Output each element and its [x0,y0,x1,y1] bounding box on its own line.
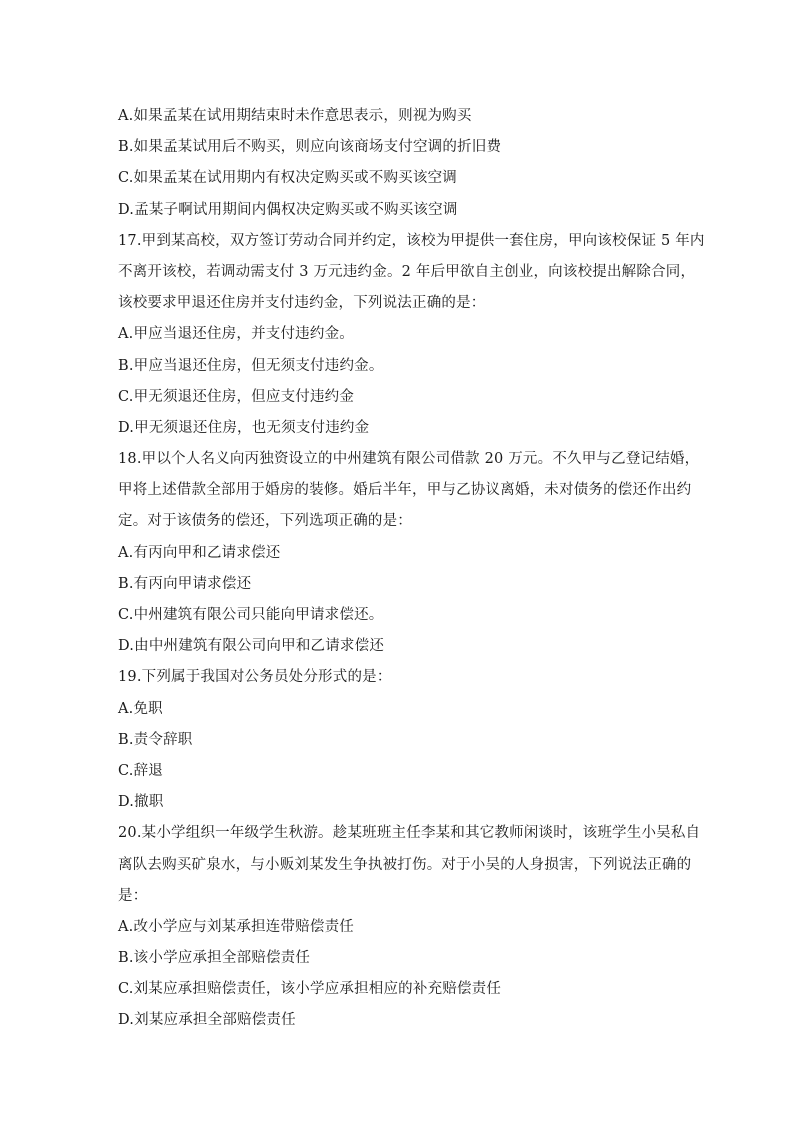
q18-option-d: D.由中州建筑有限公司向甲和乙请求偿还 [118,638,385,655]
q20-option-b: B.该小学应承担全部赔偿责任 [118,950,311,967]
q18-option-c: C.中州建筑有限公司只能向甲请求偿还。 [118,607,384,623]
q16-option-d: D.孟某子啊试用期间内偶权决定购买或不购买该空调 [118,201,458,218]
q17-option-a: A.甲应当退还住房，并支付违约金。 [118,326,354,343]
q20-option-c: C.刘某应承担赔偿责任，该小学应承担相应的补充赔偿责任 [118,981,502,998]
q18-option-a: A.有丙向甲和乙请求偿还 [118,544,281,561]
q18-option-b: B.有丙向甲请求偿还 [118,575,252,592]
q18-stem-line-3: 定。对于该债务的偿还，下列选项正确的是： [118,513,412,530]
q19-option-b: B.责令辞职 [118,731,193,748]
q16-option-c: C.如果孟某在试用期内有权决定购买或不购买该空调 [118,170,457,187]
q19-option-d: D.撤职 [118,794,164,811]
q19-option-c: C.辞退 [118,762,163,779]
q20-stem-line-1: 20.某小学组织一年级学生秋游。趁某班班主任李某和其它教师闲谈时，该班学生小吴私自 [118,825,701,842]
document-page [118,101,705,1037]
q20-stem-line-2: 离队去购买矿泉水，与小贩刘某发生争执被打伤。对于小吴的人身损害，下列说法正确的 [118,856,692,873]
q17-stem-line-1: 17.甲到某高校，双方签订劳动合同并约定，该校为甲提供一套住房，甲向该校保证 5 年内 [118,232,705,249]
q20-stem-line-3: 是： [118,887,148,904]
q17-option-b: B.甲应当退还住房，但无须支付违约金。 [118,357,384,374]
question-17 [118,226,705,444]
q18-stem-line-1: 18.甲以个人名义向丙独资设立的中州建筑有限公司借款 20 万元。不久甲与乙登记结婚， [118,451,700,468]
question-16-options [118,101,678,226]
question-19 [118,662,678,818]
q17-stem-line-2: 不离开该校，若调动需支付 3 万元违约金。2 年后甲欲自主创业，向该校提出解除合同， [118,263,696,280]
q19-option-a: A.免职 [118,700,163,717]
q16-option-a: A.如果孟某在试用期结束时未作意思表示，则视为购买 [118,108,472,124]
q20-option-a: A.改小学应与刘某承担连带赔偿责任 [118,918,354,935]
q17-stem-line-3: 该校要求甲退还住房并支付违约金，下列说法正确的是： [118,295,486,312]
question-20 [118,818,701,1036]
q17-option-c: C.甲无须退还住房，但应支付违约金 [118,388,355,405]
q20-option-d: D.刘某应承担全部赔偿责任 [118,1012,296,1029]
q17-option-d: D.甲无须退还住房，也无须支付违约金 [118,419,370,436]
question-18 [118,444,700,662]
q19-stem-line-1: 19.下列属于我国对公务员处分形式的是： [118,669,392,686]
q16-option-b: B.如果孟某试用后不购买，则应向该商场支付空调的折旧费 [118,139,502,156]
q18-stem-line-2: 甲将上述借款全部用于婚房的装修。婚后半年，甲与乙协议离婚，未对债务的偿还作出约 [118,482,692,499]
